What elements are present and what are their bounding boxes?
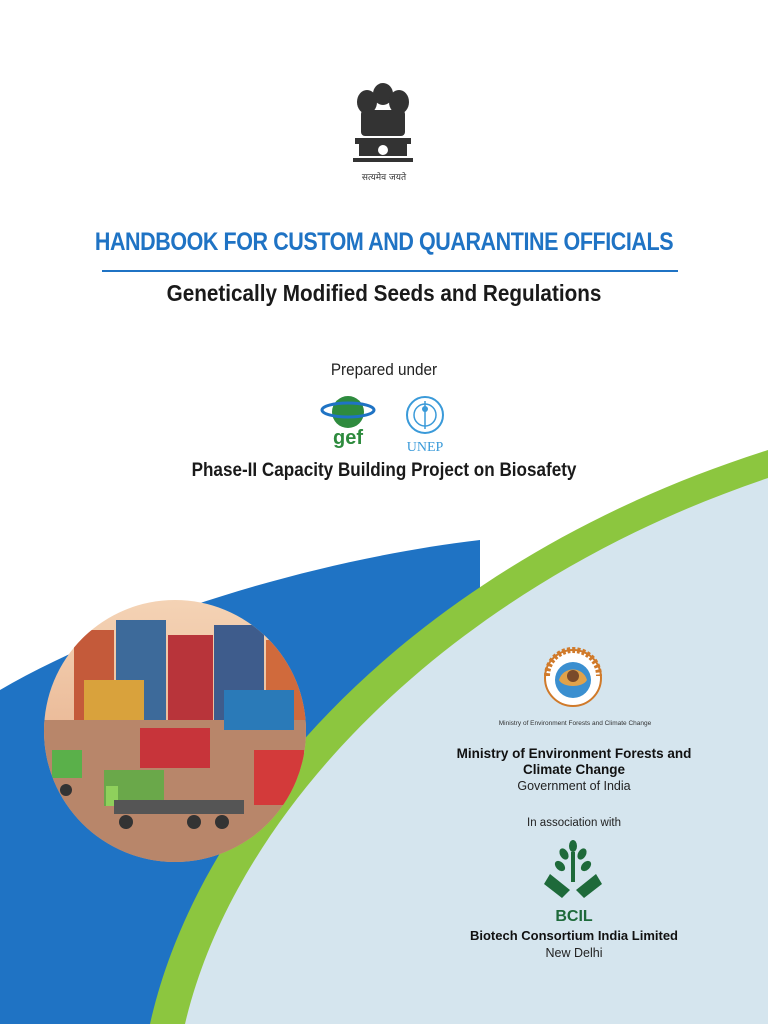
container-port-photo <box>44 600 306 862</box>
page-subtitle: Genetically Modified Seeds and Regulations <box>166 280 602 306</box>
gef-logo-icon <box>318 390 378 450</box>
moef-name: Ministry of Environment Forests and Climate Change <box>456 746 692 777</box>
page-title: HANDBOOK FOR CUSTOM AND QUARANTINE OFFICIALS <box>94 228 674 256</box>
government-of-india: Government of India <box>517 779 631 793</box>
bcil-logo-icon <box>540 838 606 904</box>
emblem-motto: सत्यमेव जयते <box>361 173 407 183</box>
project-name: Phase-II Capacity Building Project on Biosafety <box>191 460 577 481</box>
unep-logo-icon <box>395 393 455 455</box>
prepared-under-label: Prepared under <box>330 360 438 379</box>
association-label: In association with <box>527 817 621 829</box>
gef-logo-text: gef <box>333 427 363 449</box>
bcil-abbr: BCIL <box>555 908 593 925</box>
unep-logo-text: UNEP <box>406 440 444 455</box>
moef-small-caption: Ministry of Environment Forests and Climate Change <box>498 720 652 727</box>
title-divider <box>102 270 678 272</box>
moef-logo-icon <box>533 636 613 716</box>
national-emblem-icon <box>349 80 417 172</box>
bcil-city: New Delhi <box>545 946 603 960</box>
bcil-name: Biotech Consortium India Limited <box>469 928 678 943</box>
